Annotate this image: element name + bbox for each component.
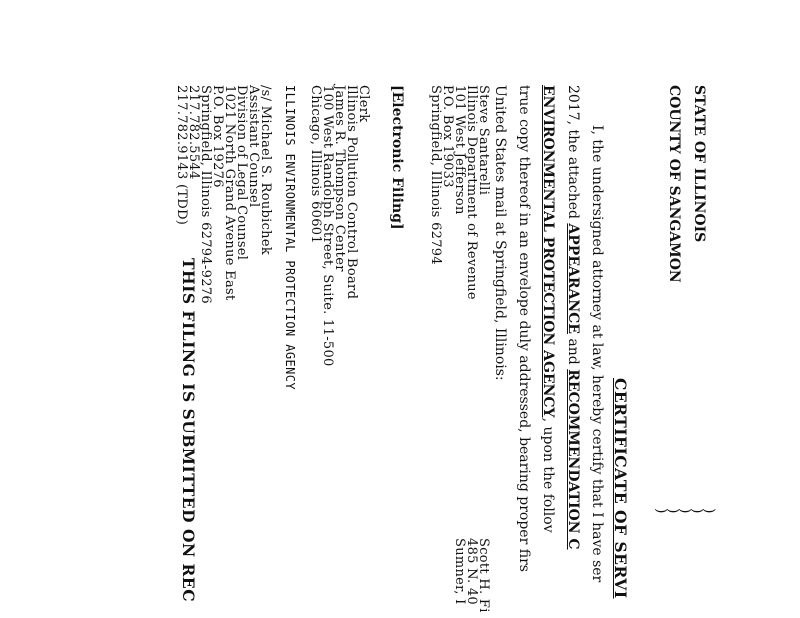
caption-bracket: ) bbox=[653, 508, 669, 514]
board-address-line: 100 West Randolph Street, Suite. 11-500 bbox=[320, 85, 335, 367]
body-line: United States mail at Springfield, Illinois: bbox=[492, 85, 508, 381]
body-line: 2017, the attached APPEARANCE and RECOMMENDATION C bbox=[565, 85, 581, 550]
caption-bracket: ) bbox=[689, 508, 705, 514]
address-line: 485 N. 40 bbox=[464, 538, 479, 605]
board-address-line: Clerk bbox=[356, 85, 371, 123]
address-line: Springfield, Illinois 62794 bbox=[428, 85, 443, 265]
agency-name: ILLINOIS ENVIRONMENTAL PROTECTION AGENCY bbox=[283, 85, 297, 390]
signature-line: P.O. Box 19276 bbox=[210, 85, 225, 188]
address-line: Illinois Department of Revenue bbox=[464, 85, 479, 300]
board-address-line: Illinois Pollution Control Board bbox=[344, 85, 359, 300]
caption-bracket: ) bbox=[665, 508, 681, 514]
caption-bracket: ) bbox=[701, 508, 717, 514]
address-line: Scott H. Fi bbox=[476, 538, 491, 613]
signature-line: Division of Legal Counsel bbox=[234, 85, 249, 261]
certificate-title: CERTIFICATE OF SERVI bbox=[611, 378, 630, 599]
caption-county: COUNTY OF SANGAMON bbox=[666, 85, 682, 283]
signature-line: Springfield, Illinois 62794-9276 bbox=[198, 85, 213, 304]
caption-bracket: ) bbox=[677, 508, 693, 514]
board-address-line: Chicago, Illinois 60601 bbox=[308, 85, 323, 244]
body-line: ENVIRONMENTAL PROTECTION AGENCY, upon the follov bbox=[540, 85, 556, 533]
body-line: I, the undersigned attorney at law, hereby certify that I have ser bbox=[589, 125, 605, 583]
signature-line: 1021 North Grand Avenue East bbox=[222, 85, 237, 301]
signature-line: 217.782.9143 (TDD) bbox=[174, 85, 189, 226]
signature-line: 217.782.5544 bbox=[186, 85, 201, 180]
address-line: P.O. Box 19033 bbox=[440, 85, 455, 188]
caption-state: STATE OF ILLINOIS bbox=[691, 85, 707, 243]
address-line: Steve Santarelli bbox=[476, 85, 491, 196]
electronic-filing-label: [Electronic Filing] bbox=[389, 85, 405, 230]
signature-line: Assistant Counsel bbox=[246, 85, 261, 208]
body-line: true copy thereof in an envelope duly addressed, bearing proper firs bbox=[516, 85, 532, 572]
board-address-line: James R. Thompson Center bbox=[332, 85, 347, 272]
address-line: 101 West Jefferson bbox=[452, 85, 467, 215]
footer-notice: THIS FILING IS SUBMITTED ON REC bbox=[179, 258, 198, 603]
address-line: Sumner, I bbox=[452, 538, 467, 605]
signature-line: /s/ Michael S. Roubichek bbox=[258, 85, 273, 256]
